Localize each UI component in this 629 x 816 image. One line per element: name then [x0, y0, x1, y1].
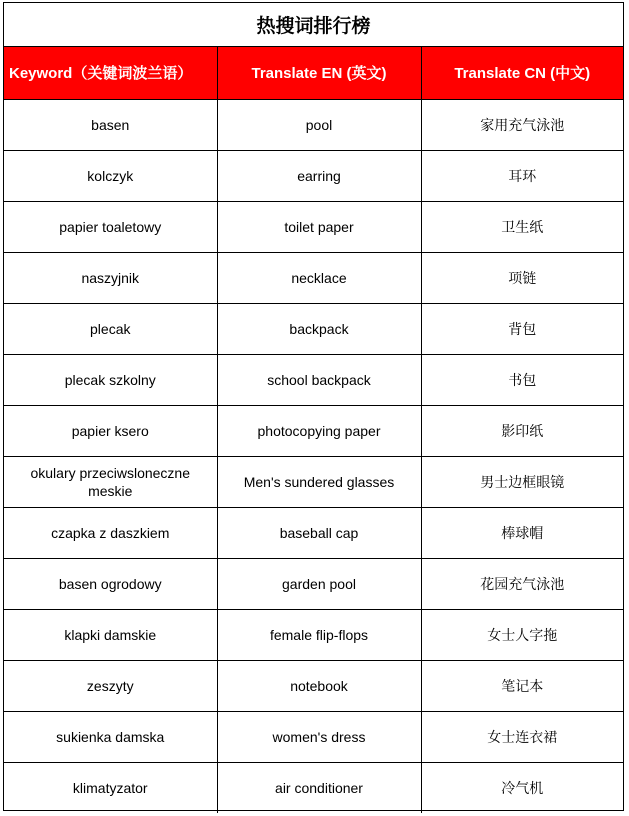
cell-keyword: czapka z daszkiem	[4, 507, 217, 558]
header-translate-cn: Translate CN (中文)	[421, 47, 623, 99]
table-row	[4, 252, 623, 303]
cell-keyword: kolczyk	[4, 150, 217, 201]
cell-keyword: plecak	[4, 303, 217, 354]
table-row	[4, 99, 623, 150]
table-row	[4, 201, 623, 252]
cell-chinese: 项链	[421, 252, 623, 303]
cell-english: earring	[217, 150, 421, 201]
cell-chinese: 书包	[421, 354, 623, 405]
cell-chinese: 女士人字拖	[421, 609, 623, 660]
cell-keyword: klimatyzator	[4, 762, 217, 813]
cell-english: school backpack	[217, 354, 421, 405]
cell-english: female flip-flops	[217, 609, 421, 660]
cell-chinese: 笔记本	[421, 660, 623, 711]
table-row	[4, 507, 623, 558]
cell-keyword: papier toaletowy	[4, 201, 217, 252]
table-row	[4, 711, 623, 762]
table-row	[4, 150, 623, 201]
cell-keyword: klapki damskie	[4, 609, 217, 660]
cell-english: women's dress	[217, 711, 421, 762]
table-row	[4, 762, 623, 813]
header-row	[4, 47, 623, 99]
cell-keyword: basen ogrodowy	[4, 558, 217, 609]
cell-english: Men's sundered glasses	[217, 456, 421, 507]
keyword-ranking-sheet	[3, 2, 624, 811]
cell-chinese: 背包	[421, 303, 623, 354]
cell-chinese: 影印纸	[421, 405, 623, 456]
table-row	[4, 558, 623, 609]
header-translate-en: Translate EN (英文)	[217, 47, 421, 99]
table-row	[4, 405, 623, 456]
sheet-title: 热搜词排行榜	[4, 3, 623, 47]
cell-keyword: naszyjnik	[4, 252, 217, 303]
header-keyword: Keyword（关键词波兰语）	[4, 47, 217, 99]
cell-english: necklace	[217, 252, 421, 303]
cell-english: garden pool	[217, 558, 421, 609]
cell-chinese: 女士连衣裙	[421, 711, 623, 762]
cell-english: backpack	[217, 303, 421, 354]
cell-english: air conditioner	[217, 762, 421, 813]
cell-chinese: 花园充气泳池	[421, 558, 623, 609]
keyword-table	[4, 47, 623, 813]
cell-chinese: 家用充气泳池	[421, 99, 623, 150]
cell-english: pool	[217, 99, 421, 150]
cell-keyword: sukienka damska	[4, 711, 217, 762]
table-row	[4, 609, 623, 660]
table-row	[4, 660, 623, 711]
table-row	[4, 303, 623, 354]
table-row	[4, 456, 623, 507]
cell-keyword: zeszyty	[4, 660, 217, 711]
cell-keyword: plecak szkolny	[4, 354, 217, 405]
cell-chinese: 男士边框眼镜	[421, 456, 623, 507]
cell-keyword: okulary przeciwsloneczne meskie	[4, 456, 217, 507]
cell-english: baseball cap	[217, 507, 421, 558]
cell-chinese: 冷气机	[421, 762, 623, 813]
cell-english: notebook	[217, 660, 421, 711]
cell-chinese: 卫生纸	[421, 201, 623, 252]
table-row	[4, 354, 623, 405]
cell-english: photocopying paper	[217, 405, 421, 456]
cell-keyword: basen	[4, 99, 217, 150]
cell-keyword: papier ksero	[4, 405, 217, 456]
cell-chinese: 棒球帽	[421, 507, 623, 558]
cell-english: toilet paper	[217, 201, 421, 252]
cell-chinese: 耳环	[421, 150, 623, 201]
